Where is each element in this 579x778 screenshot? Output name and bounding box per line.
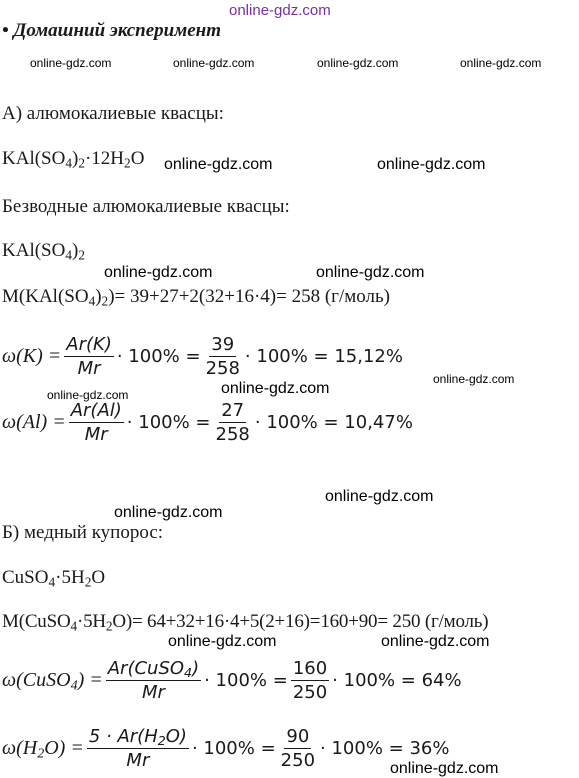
page-heading: • Домашний эксперимент <box>2 20 222 41</box>
formula-cuso4: $CuSO_4\cdot 5H_2O$ <box>2 567 106 590</box>
watermark: online-gdz.com <box>325 488 434 505</box>
watermark: online-gdz.com <box>168 633 277 650</box>
watermark: online-gdz.com <box>381 633 490 650</box>
section-b-title: Б) медный купорос: <box>2 522 164 543</box>
equation-al: ω(Al) = $\frac{Ar(Al)}{Mr}$ · 100% = $\frac{27}{258}$ · 100% = 10,47% <box>2 400 413 445</box>
molar-mass-b: $M(CuSO_4\cdot 5H_2O)= 64+32+16\cdot 4+5(2+16)=160+90= 250$ (г/моль) <box>2 611 489 634</box>
equation-h2o: $\omega(H_2O)$ = $\frac{5 \cdot Ar(H_2O)}{Mr}$ · 100% = $\frac{90}{250}$ · 100% = 36% <box>2 726 450 771</box>
watermark: online-gdz.com <box>390 760 499 777</box>
molar-mass-a: $M(KAl(SO_4)_2)= 39+27+2(32+16\cdot 4)= 258$ (г/моль) <box>2 286 390 309</box>
watermark: online-gdz.com <box>221 380 330 397</box>
watermark: online-gdz.com <box>164 156 273 173</box>
watermark: online-gdz.com <box>317 56 399 70</box>
watermark: online-gdz.com <box>47 388 129 402</box>
watermark: online-gdz.com <box>316 264 425 281</box>
formula-anhydrous: $KAl(SO_4)_2$ <box>2 240 85 263</box>
watermark: online-gdz.com <box>433 372 515 386</box>
formula-hydrate: $KAl(SO_4)_2\cdot 12H_2O$ <box>2 148 145 171</box>
watermark: online-gdz.com <box>460 56 542 70</box>
anhydrous-label: Безводные алюмокалиевые квасцы: <box>2 196 290 217</box>
equation-k: ω(K) = $\frac{Ar(K)}{Mr}$ · 100% = $\frac{39}{258}$ · 100% = 15,12% <box>2 334 403 379</box>
watermark: online-gdz.com <box>30 56 112 70</box>
watermark: online-gdz.com <box>104 264 213 281</box>
watermark: online-gdz.com <box>377 156 486 173</box>
equation-cuso4: ω(CuSO$_4$) = $\frac{Ar(CuSO_4)}{Mr}$ · 100% = $\frac{160}{250}$ · 100% = 64% <box>2 658 462 703</box>
section-a-title: А) алюмокалиевые квасцы: <box>2 103 224 124</box>
watermark: online-gdz.com <box>114 504 223 521</box>
watermark-top: online-gdz.com <box>229 2 331 19</box>
watermark: online-gdz.com <box>173 56 255 70</box>
